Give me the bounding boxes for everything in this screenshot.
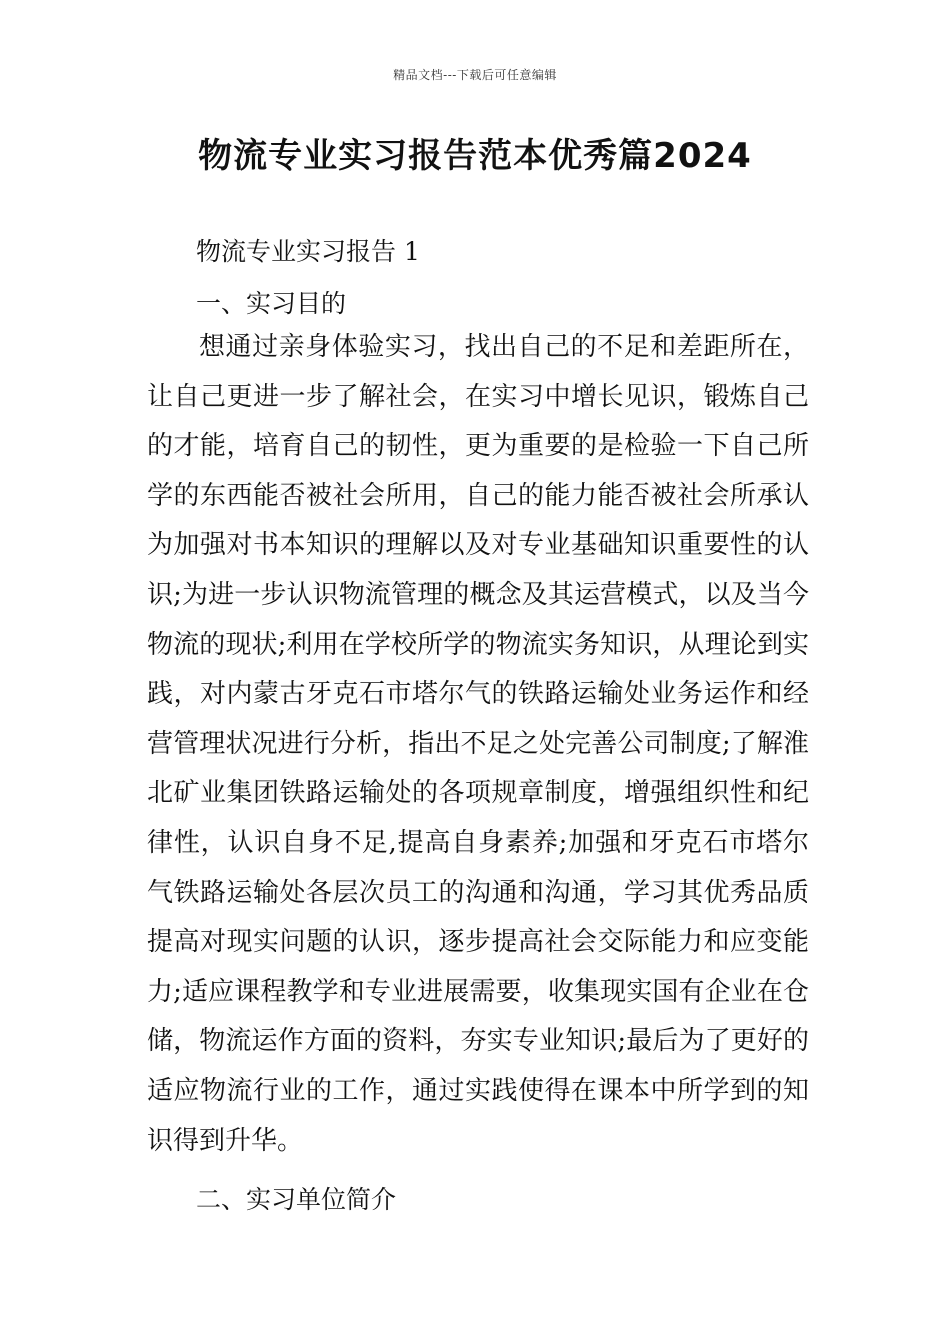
paragraph-line: 北矿业集团铁路运输处的各项规章制度，增强组织性和纪 xyxy=(147,778,809,809)
paragraph-line: 让自己更进一步了解社会，在实习中增长见识，锻炼自己 xyxy=(147,381,809,412)
paragraph-line: 学的东西能否被社会所用，自己的能力能否被社会所承认 xyxy=(147,480,809,511)
paragraph-line: 为加强对书本知识的理解以及对专业基础知识重要性的认 xyxy=(147,530,809,561)
report-heading: 物流专业实习报告 1 xyxy=(196,237,420,266)
section-heading-purpose: 一、实习目的 xyxy=(196,289,347,318)
paragraph-line: 提高对现实问题的认识，逐步提高社会交际能力和应变能 xyxy=(147,927,809,958)
paragraph-line: 识;为进一步认识物流管理的概念及其运营模式，以及当今 xyxy=(147,579,809,610)
paragraph-line: 气铁路运输处各层次员工的沟通和沟通，学习其优秀品质 xyxy=(147,877,809,908)
paragraph-line: 营管理状况进行分析，指出不足之处完善公司制度;了解淮 xyxy=(147,728,809,759)
document-title: 物流专业实习报告范本优秀篇2024 xyxy=(198,136,752,176)
paragraph-line: 储，物流运作方面的资料，夯实专业知识;最后为了更好的 xyxy=(147,1026,809,1057)
paragraph-line: 力;适应课程教学和专业进展需要，收集现实国有企业在仓 xyxy=(147,976,809,1007)
section-heading-company: 二、实习单位简介 xyxy=(196,1185,397,1214)
paragraph-line: 践，对内蒙古牙克石市塔尔气的铁路运输处业务运作和经 xyxy=(147,679,809,710)
paragraph-line: 物流的现状;利用在学校所学的物流实务知识，从理论到实 xyxy=(147,629,809,660)
paragraph-line: 想通过亲身体验实习，找出自己的不足和差距所在， xyxy=(199,332,809,362)
paragraph-line: 律性，认识自身不足,提高自身素养;加强和牙克石市塔尔 xyxy=(147,827,809,858)
paragraph-purpose xyxy=(147,323,809,1166)
paragraph-line: 的才能，培育自己的韧性，更为重要的是检验一下自己所 xyxy=(147,431,809,462)
paragraph-line: 识得到升华。 xyxy=(147,1125,304,1156)
paragraph-line: 适应物流行业的工作，通过实践使得在课本中所学到的知 xyxy=(147,1075,809,1106)
header-note: 精品文档---下载后可任意编辑 xyxy=(393,68,557,82)
